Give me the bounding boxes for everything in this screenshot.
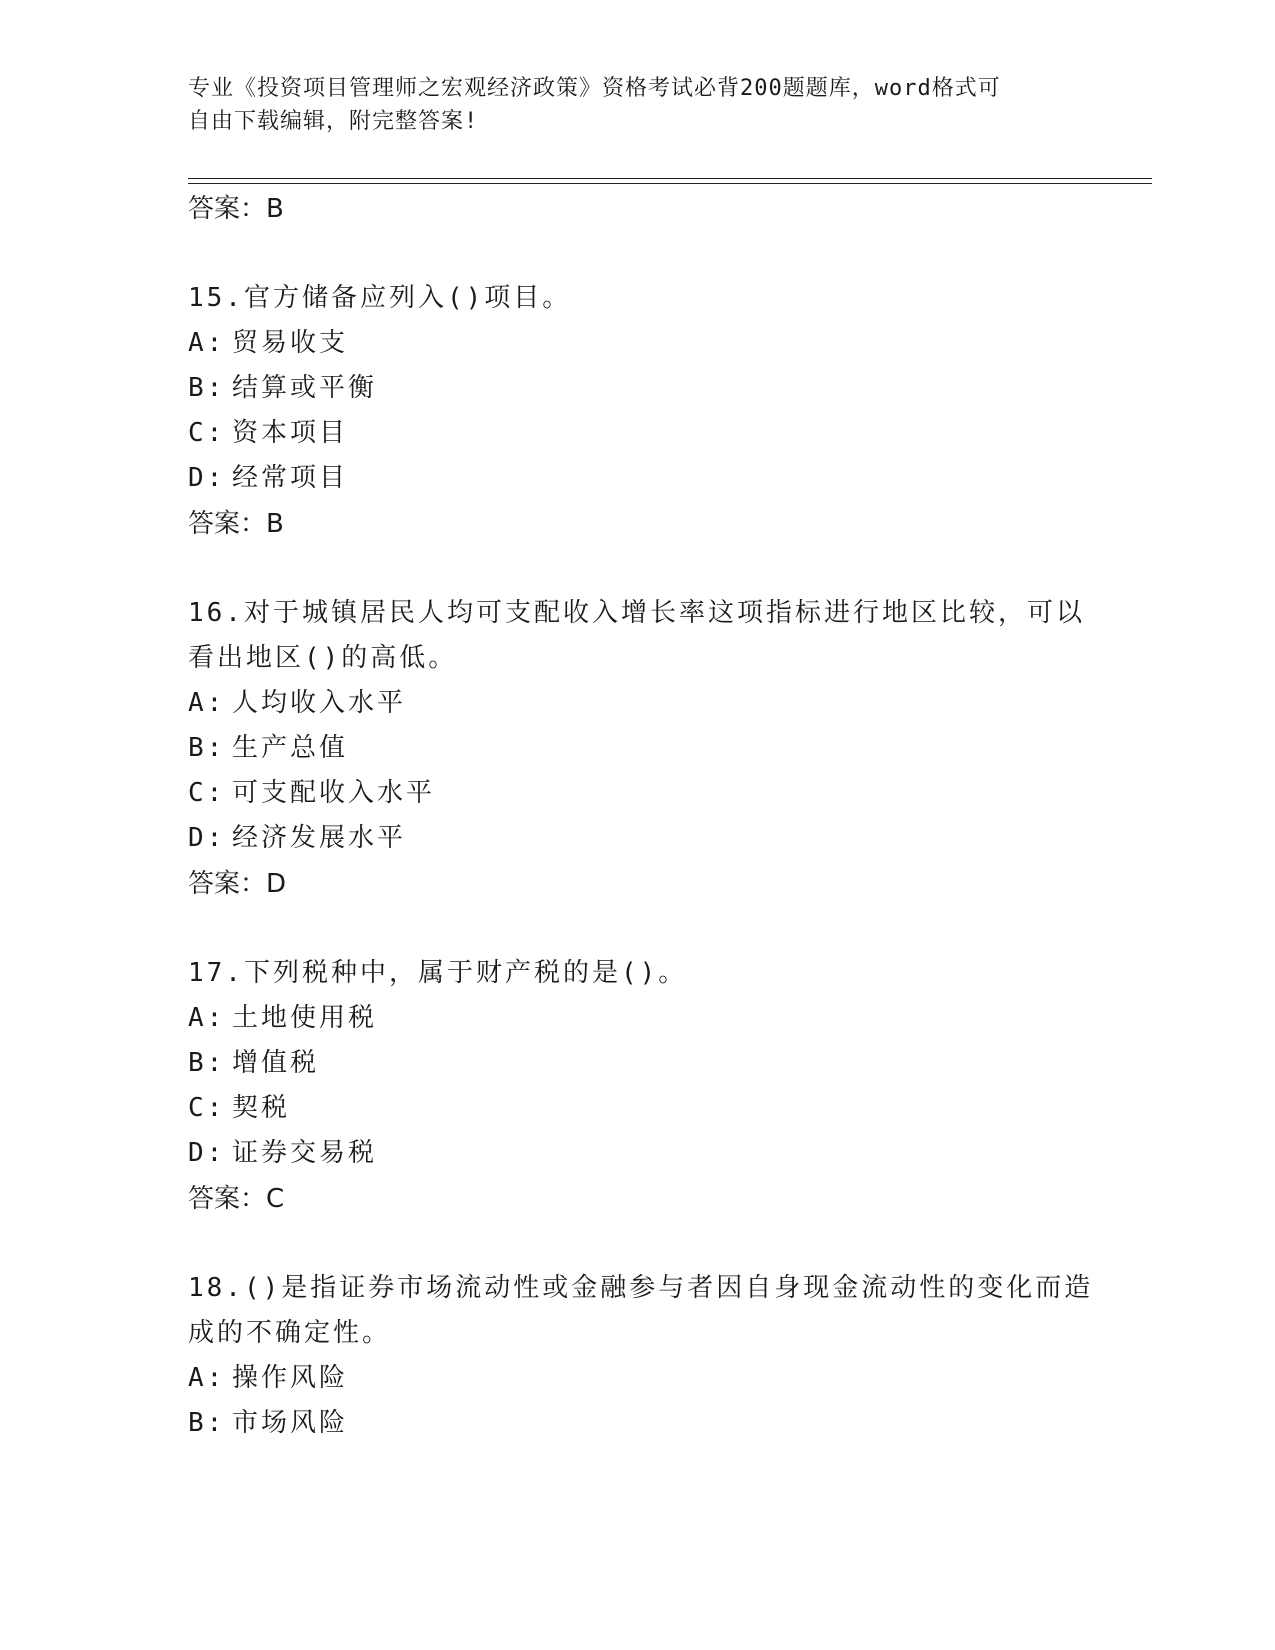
- option-letter: A:: [188, 1363, 226, 1393]
- option-a: [188, 321, 1108, 366]
- option-letter: C:: [188, 1093, 226, 1123]
- option-letter: D:: [188, 463, 226, 493]
- option-a: [188, 996, 1108, 1041]
- option-b: [188, 366, 1108, 411]
- question-text: 18.()是指证券市场流动性或金融参与者因自身现金流动性的变化而造: [188, 1273, 1094, 1303]
- header-title-line1: 专业《投资项目管理师之宏观经济政策》资格考试必背200题题库，word格式可: [188, 76, 1001, 101]
- option-text: 土地使用税: [232, 1003, 378, 1033]
- option-b: [188, 1401, 1108, 1446]
- option-text: 操作风险: [232, 1363, 349, 1393]
- option-letter: A:: [188, 1003, 226, 1033]
- option-letter: B:: [188, 373, 226, 403]
- option-d: [188, 816, 1108, 861]
- option-letter: B:: [188, 1408, 226, 1438]
- option-a: [188, 1356, 1108, 1401]
- question-list: [188, 186, 1108, 1446]
- answer: 答案：B: [188, 509, 284, 539]
- option-text: 可支配收入水平: [232, 778, 436, 808]
- option-letter: D:: [188, 823, 226, 853]
- answer: 答案：D: [188, 869, 287, 899]
- option-letter: B:: [188, 733, 226, 763]
- option-text: 经济发展水平: [232, 823, 407, 853]
- question-text: 16.对于城镇居民人均可支配收入增长率这项指标进行地区比较，可以: [188, 598, 1085, 628]
- option-b: [188, 1041, 1108, 1086]
- spacer: [188, 907, 1108, 951]
- spacer: [188, 232, 1108, 276]
- question-16: [188, 591, 1108, 907]
- option-c: [188, 1086, 1108, 1131]
- option-letter: A:: [188, 328, 226, 358]
- document-header: [188, 72, 1088, 138]
- question-text: 17.下列税种中，属于财产税的是()。: [188, 958, 688, 988]
- question-18: [188, 1266, 1108, 1446]
- answer: 答案：C: [188, 1184, 285, 1214]
- option-text: 契税: [232, 1093, 291, 1123]
- spacer: [188, 1222, 1108, 1266]
- spacer: [188, 547, 1108, 591]
- option-text: 结算或平衡: [232, 373, 378, 403]
- option-a: [188, 681, 1108, 726]
- option-c: [188, 411, 1108, 456]
- option-b: [188, 726, 1108, 771]
- question-text-continued: 看出地区()的高低。: [188, 643, 458, 673]
- question-text: 15.官方储备应列入()项目。: [188, 283, 572, 313]
- option-text: 证券交易税: [232, 1138, 378, 1168]
- option-letter: B:: [188, 1048, 226, 1078]
- option-text: 增值税: [232, 1048, 320, 1078]
- question-15: [188, 276, 1108, 547]
- option-c: [188, 771, 1108, 816]
- option-d: [188, 456, 1108, 501]
- option-text: 经常项目: [232, 463, 349, 493]
- option-letter: D:: [188, 1138, 226, 1168]
- previous-answer: 答案：B: [188, 194, 284, 224]
- question-17: [188, 951, 1108, 1222]
- option-text: 贸易收支: [232, 328, 349, 358]
- option-text: 人均收入水平: [232, 688, 407, 718]
- option-letter: A:: [188, 688, 226, 718]
- option-text: 市场风险: [232, 1408, 349, 1438]
- option-letter: C:: [188, 778, 226, 808]
- option-text: 生产总值: [232, 733, 349, 763]
- option-text: 资本项目: [232, 418, 349, 448]
- option-letter: C:: [188, 418, 226, 448]
- option-d: [188, 1131, 1108, 1176]
- header-divider: [188, 178, 1152, 184]
- question-text-continued: 成的不确定性。: [188, 1318, 392, 1348]
- header-title-line2: 自由下载编辑，附完整答案!: [188, 109, 479, 134]
